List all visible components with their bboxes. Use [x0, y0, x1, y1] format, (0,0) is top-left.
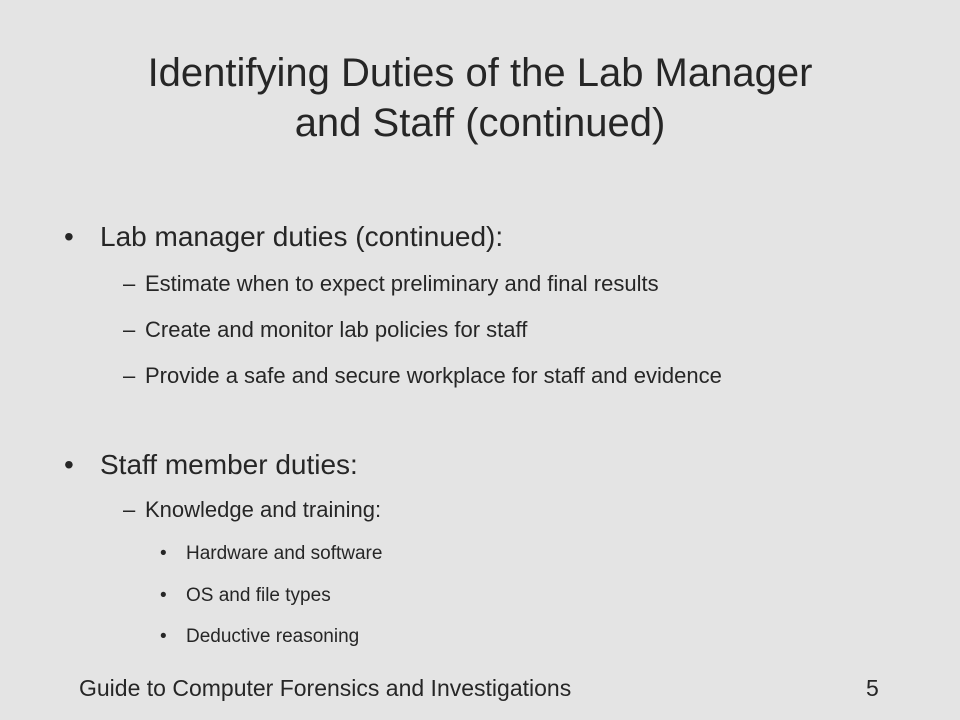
bullet-text: Lab manager duties (continued): [100, 221, 504, 252]
dash-marker: – [123, 363, 136, 388]
subsubbullet-text: Deductive reasoning [186, 626, 360, 647]
dash-marker: – [123, 271, 136, 296]
bullet-marker: • [64, 221, 74, 252]
subbullet-text: Knowledge and training: [145, 497, 382, 522]
subbullet-text: Provide a safe and secure workplace for staff and evidence [145, 363, 722, 388]
bullet-lab-manager-duties [0, 221, 900, 253]
subsubbullet-text: OS and file types [186, 585, 331, 606]
page-number: 5 [866, 675, 879, 701]
bullet-text: Staff member duties: [100, 449, 358, 480]
subsubbullet-os-file-types [0, 584, 900, 608]
subsubbullet-deductive-reasoning [0, 625, 900, 649]
subsubbullet-text: Hardware and software [186, 543, 383, 564]
subbullet-estimate-results [0, 270, 900, 298]
bullet-marker: • [160, 626, 167, 647]
bullet-staff-member-duties [0, 449, 900, 481]
slide-title-line-1: Identifying Duties of the Lab Manager [147, 51, 813, 95]
footer-book-title: Guide to Computer Forensics and Investigations [79, 675, 572, 701]
bullet-marker: • [160, 585, 167, 606]
slide-title-line-2: and Staff (continued) [294, 101, 666, 145]
subbullet-safe-workplace [0, 362, 850, 390]
bullet-marker: • [64, 449, 74, 480]
dash-marker: – [123, 497, 136, 522]
subbullet-text: Estimate when to expect preliminary and final results [145, 271, 659, 296]
subbullet-text: Create and monitor lab policies for staff [145, 317, 528, 342]
bullet-marker: • [160, 543, 167, 564]
dash-marker: – [123, 317, 136, 342]
subbullet-lab-policies [0, 316, 900, 344]
subsubbullet-hardware-software [0, 542, 900, 566]
subbullet-knowledge-training [0, 496, 900, 524]
